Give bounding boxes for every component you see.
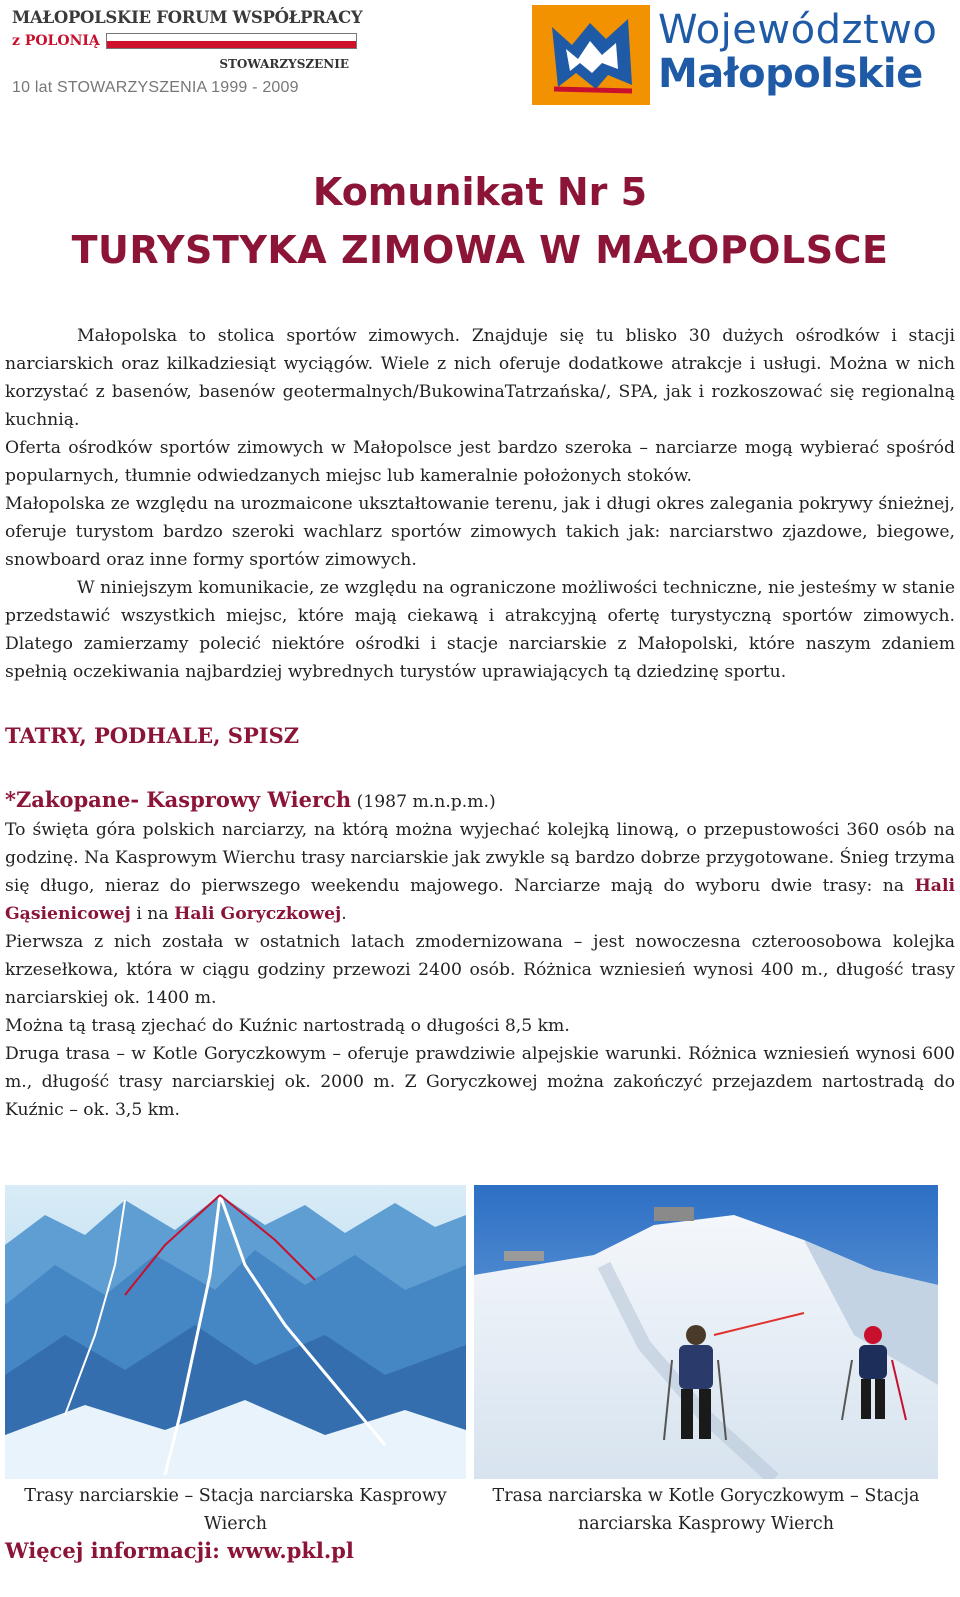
place-paragraph-3: Można tą trasą zjechać do Kuźnic nartostradą o długości 8,5 km.: [5, 1016, 570, 1036]
association-logo: [12, 8, 363, 103]
page-title: TURYSTYKA ZIMOWA W MAŁOPOLSCE: [71, 228, 889, 272]
ski-trail-map-image: [5, 1185, 466, 1479]
place-paragraph-2: Pierwsza z nich została w ostatnich latach zmodernizowana – jest nowoczesna czteroosobowa kolejka krzesełkowa, która w ciągu godziny przewozi 2400 osób. Różnica wzniesień wynosi 400 m., długość trasy narciarskiej ok. 1400 m.: [5, 932, 955, 1008]
polish-flag-icon: [106, 33, 357, 49]
more-info-link[interactable]: Więcej informacji: www.pkl.pl: [5, 1538, 354, 1563]
association-logo-name: MAŁOPOLSKIE FORUM WSPÓŁPRACY: [12, 8, 363, 27]
voivodeship-emblem-icon: [532, 5, 650, 105]
intro-paragraph-2: Oferta ośrodków sportów zimowych w Małopolsce jest bardzo szeroka – narciarze mogą wybierać spośród popularnych, tłumnie odwiedzanych miejsc lub kameralnie położonych stoków.: [5, 438, 955, 486]
communique-number: Komunikat Nr 5: [312, 170, 648, 214]
association-logo-type: STOWARZYSZENIE: [219, 57, 349, 71]
highlight-hala-gasienicowa: Hali Gąsienicowej: [5, 876, 955, 924]
section-heading: TATRY, PODHALE, SPISZ: [5, 723, 300, 748]
voivodeship-logo-line1: Województwo: [658, 7, 938, 53]
association-logo-anniversary: 10 lat STOWARZYSZENIA 1999 - 2009: [12, 79, 299, 96]
skiers-photo: [474, 1185, 938, 1479]
association-logo-subtitle: z POLONIĄ: [12, 33, 100, 49]
place-altitude: (1987 m.n.p.m.): [351, 792, 496, 812]
voivodeship-logo-line2: Małopolskie: [658, 51, 923, 97]
place-name: *Zakopane- Kasprowy Wierch: [5, 787, 352, 812]
highlight-hala-goryczkowa: Hali Goryczkowej: [174, 904, 342, 924]
place-heading: [5, 786, 955, 816]
voivodeship-logo: [532, 5, 956, 105]
map-caption: Trasy narciarskie – Stacja narciarska Kasprowy Wierch: [24, 1486, 447, 1534]
place-paragraph-4: Druga trasa – w Kotle Goryczkowym – oferuje prawdziwie alpejskie warunki. Różnica wzniesień wynosi 600 m., długość trasy narciarskiej ok. 2000 m. Z Goryczkowej można zakończyć przejazdem nartostradą do Kuźnic – ok. 3,5 km.: [5, 1044, 955, 1120]
intro-paragraph-4: W niniejszym komunikacie, ze względu na ograniczone możliwości techniczne, nie jesteśmy w stanie przedstawić wszystkich miejsc, które mają ciekawą i atrakcyjną ofertę turystyczną sportów zimowych. Dlatego zamierzamy polecić niektóre ośrodki i stacje narciarskie z Małopolski, które naszym zdaniem spełnią oczekiwania najbardziej wybrednych turystów uprawiających tą dziedzinę sportu.: [5, 578, 955, 682]
article-body: [5, 322, 955, 1124]
intro-paragraph-3: Małopolska ze względu na urozmaicone ukształtowanie terenu, jak i długi okres zalegania pokrywy śnieżnej, oferuje turystom bardzo szeroki wachlarz sportów zimowych takich jak: narciarstwo zjazdowe, biegowe, snowboard oraz inne formy sportów zimowych.: [5, 494, 955, 570]
photo-caption: Trasa narciarska w Kotle Goryczkowym – Stacja narciarska Kasprowy Wierch: [492, 1486, 920, 1534]
place-paragraph-1: To święta góra polskich narciarzy, na którą można wyjechać kolejką linową, o przepustowości 360 osób na godzinę. Na Kasprowym Wierchu trasy narciarskie jak zwykle są bardzo dobrze przygotowane. Śnieg trzyma się długo, nieraz do pierwszego weekendu majowego. Narciarze mają do wyboru dwie trasy: na Hali Gąsienicowej i na Hali Goryczkowej.: [5, 820, 955, 924]
page-header: [0, 0, 960, 115]
intro-paragraph-1: Małopolska to stolica sportów zimowych. Znajduje się tu blisko 30 dużych ośrodków i stacji narciarskich oraz kilkadziesiąt wyciągów. Wiele z nich oferuje dodatkowe atrakcje i usługi. Można w nich korzystać z basenów, basenów geotermalnych/BukowinaTatrzańska/, SPA, jak i rozkoszować się regionalną kuchnią.: [5, 326, 955, 430]
